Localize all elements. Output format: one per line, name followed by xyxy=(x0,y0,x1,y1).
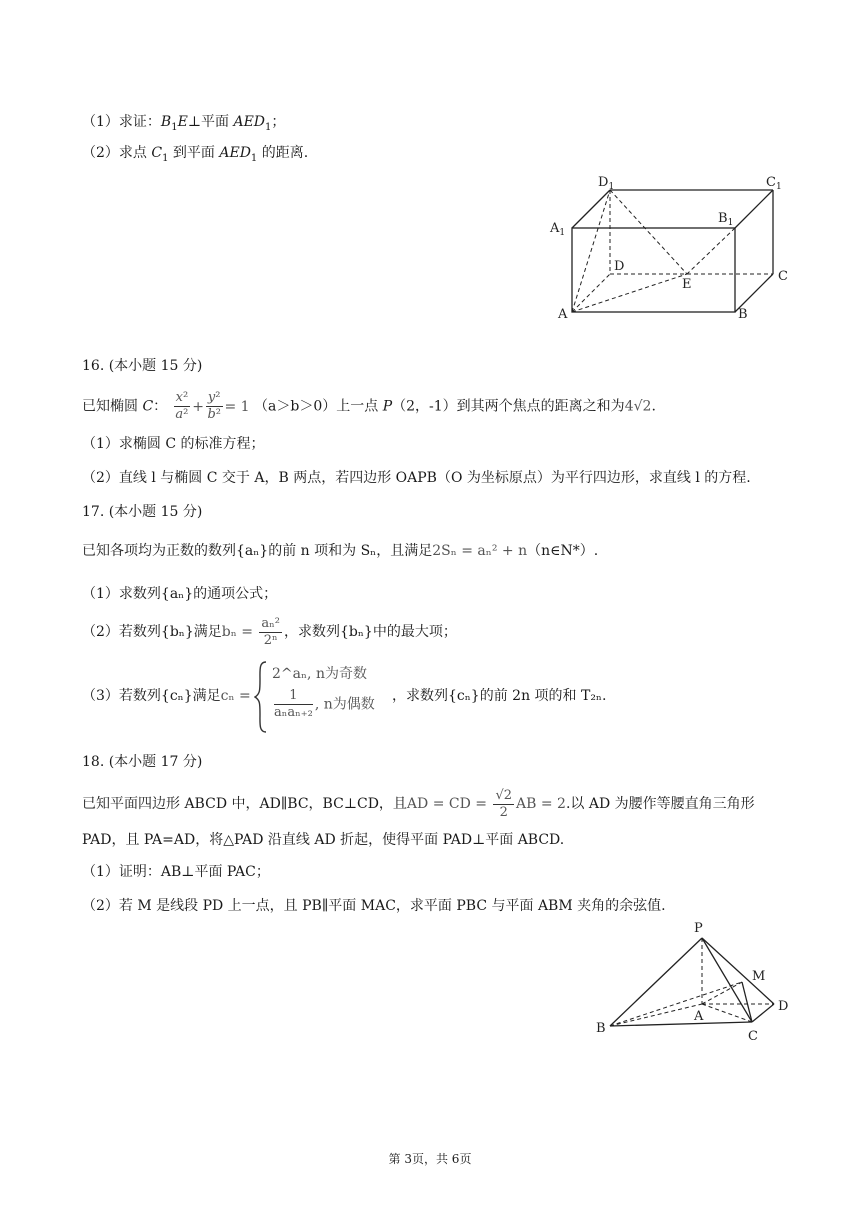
q15-part2-plane: AED xyxy=(219,145,251,161)
label-P: P xyxy=(694,921,703,936)
label-D: D xyxy=(614,259,625,274)
q16-stem-end: . xyxy=(651,398,656,415)
edge-PB xyxy=(610,938,702,1026)
q18-stem-b: .以 AD 为腰作等腰直角三角形 xyxy=(565,796,755,812)
q15-part1 xyxy=(82,112,285,138)
q17-case2 xyxy=(272,688,375,721)
q15-part2-C: C xyxy=(151,145,163,161)
q16-stem-coord: （2，-1）到其两个焦点的距离之和为 xyxy=(392,398,625,415)
q17-part2-num: aₙ² xyxy=(261,615,280,631)
q16-stem-cond: （a＞b＞0）上一点 xyxy=(254,398,383,415)
q18-stem xyxy=(82,784,755,824)
q17-part1: （1）求数列{aₙ}的通项公式； xyxy=(82,586,278,602)
label-B1: $B_1$ xyxy=(718,211,734,228)
label-C: C xyxy=(748,1029,758,1044)
label-C: C xyxy=(778,269,788,284)
q17-stem-eq: 2Sₙ = aₙ² + n xyxy=(432,543,528,559)
label-B: B xyxy=(596,1021,606,1036)
q17-part2-a: （2）若数列{bₙ}满足 xyxy=(82,624,222,640)
q17-part3-a: （3）若数列{cₙ}满足 xyxy=(82,688,221,704)
q17-part3-b: ，求数列{cₙ}的前 2n 项的和 T₂ₙ. xyxy=(392,688,607,704)
q18-pyramid-figure xyxy=(590,918,800,1048)
page-footer: 第 3页，共 6页 xyxy=(388,1152,472,1166)
q17-part2-eq: bₙ = xyxy=(221,624,253,640)
label-A: A xyxy=(558,307,568,322)
q17-stem xyxy=(82,541,598,561)
q17-header: 17. (本小题 15 分) xyxy=(82,504,203,520)
q16-stem xyxy=(82,390,656,423)
q15-part1-end: ； xyxy=(271,114,286,130)
q17-part2-b: ，求数列{bₙ}中的最大项； xyxy=(284,624,457,640)
edge-BA xyxy=(610,1004,702,1026)
q18-stem-line2: PAD，且 PA=AD，将△PAD 沿直线 AD 折起，使得平面 PAD⊥平面 ABCD. xyxy=(82,832,565,848)
q15-part1-E: E xyxy=(177,114,188,130)
q18-stem-den: 2 xyxy=(499,804,508,820)
q17-stem-end: （n∈N*）. xyxy=(527,543,599,559)
edge-PC xyxy=(702,938,752,1022)
q16-stem-sum: 4√2 xyxy=(624,398,652,415)
q18-stem-eq-b: AB = 2 xyxy=(516,796,566,812)
q15-part1-perp: ⊥平面 xyxy=(187,114,234,130)
q15-part2-prefix: （2）求点 xyxy=(82,145,152,161)
label-E: E xyxy=(682,277,692,292)
q17-case2-frac xyxy=(274,688,313,721)
edge-B1C1 xyxy=(735,190,773,228)
q15-part2-end: 的距离. xyxy=(257,145,309,161)
label-C1: $C_1$ xyxy=(766,175,782,192)
q17-case2-den: aₙaₙ₊₂ xyxy=(274,705,313,720)
label-B: B xyxy=(738,307,748,322)
q16-part1: （1）求椭圆 C 的标准方程； xyxy=(82,436,265,452)
q17-stem-text: 已知各项均为正数的数列{aₙ}的前 n 项和为 Sₙ，且满足 xyxy=(82,543,433,559)
seg-MC xyxy=(742,982,752,1022)
q15-box-figure xyxy=(540,170,800,330)
q15-part2 xyxy=(82,143,308,169)
label-A1: $A_1$ xyxy=(550,221,566,238)
q15-part1-sub: 1 xyxy=(171,121,178,133)
q15-part1-B: B xyxy=(160,114,172,130)
q18-stem-num: √2 xyxy=(495,787,513,803)
q17-case1: 2^aₙ, n为奇数 xyxy=(272,666,367,682)
q16-part2: （2）直线 l 与椭圆 C 交于 A，B 两点，若四边形 OAPB（O 为坐标原点）为平行四边形，求直线 l 的方程. xyxy=(82,470,751,486)
q17-part3-eq: cₙ = xyxy=(220,688,251,704)
q16-header: 16. (本小题 15 分) xyxy=(82,358,203,374)
label-A: A xyxy=(694,1009,704,1024)
q17-part2-den: 2ⁿ xyxy=(263,632,278,648)
q16-stem-P: P xyxy=(382,398,393,415)
q16-ellipse-eq: $\frac{\text{x²}}{\text{a²}}$ + $\frac{\text{y²}}{\text{b²}}$ = 1 xyxy=(175,390,255,422)
q18-part2: （2）若 M 是线段 PD 上一点，且 PB∥平面 MAC，求平面 PBC 与平面 ABM 夹角的余弦值. xyxy=(82,898,666,914)
q15-part2-mid: 到平面 xyxy=(168,145,220,161)
q15-part2-sub2: 1 xyxy=(250,152,258,164)
q15-part1-plane: AED xyxy=(233,114,266,130)
seg-AE xyxy=(572,274,687,312)
q16-stem-colon: ： xyxy=(153,398,168,415)
seg-BM xyxy=(610,982,742,1026)
seg-AC xyxy=(702,1004,752,1022)
edge-CD xyxy=(752,1004,774,1022)
q17-case2-tail: , n为偶数 xyxy=(314,696,375,713)
edge-BC xyxy=(610,1022,752,1026)
q18-part1: （1）证明：AB⊥平面 PAC； xyxy=(82,864,270,880)
q17-case2-num: 1 xyxy=(274,688,313,705)
q15-part1-sub2: 1 xyxy=(265,121,272,133)
q16-stem-C: C xyxy=(142,398,154,415)
q17-part3-prefix xyxy=(82,686,251,706)
label-M: M xyxy=(752,969,766,984)
q15-part2-sub: 1 xyxy=(162,152,169,164)
q18-stem-frac xyxy=(493,788,514,821)
seg-AM xyxy=(702,982,742,1004)
q18-header: 18. (本小题 17 分) xyxy=(82,754,203,770)
q17-part2 xyxy=(82,612,457,652)
q18-stem-eq-a: AD = CD = xyxy=(406,796,488,812)
seg-B1E xyxy=(687,228,735,274)
q17-brace xyxy=(254,660,270,734)
q16-stem-a: 已知椭圆 xyxy=(82,398,143,415)
label-D: D xyxy=(778,999,789,1014)
q18-stem-a: 已知平面四边形 ABCD 中，AD∥BC，BC⊥CD，且 xyxy=(82,796,407,812)
q15-part1-prefix: （1）求证： xyxy=(82,114,161,130)
q17-part2-frac xyxy=(259,616,282,649)
box-front-face xyxy=(572,228,735,312)
edge-AD xyxy=(572,274,610,312)
label-D1: $D_1$ xyxy=(598,175,615,192)
